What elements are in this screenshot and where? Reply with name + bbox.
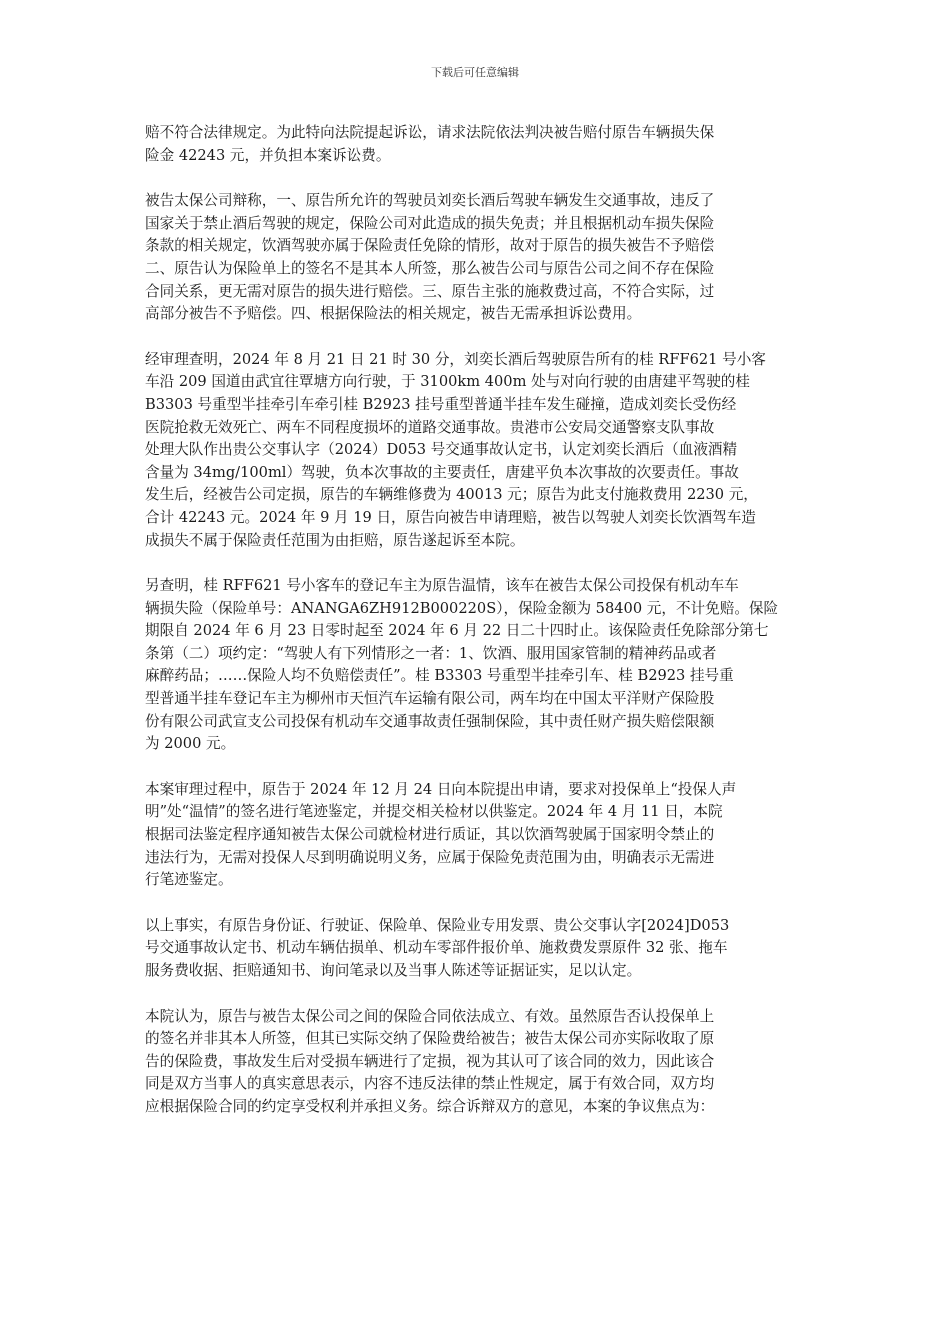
paragraph-trial-process: [145, 779, 805, 892]
paragraph-claim: [145, 122, 805, 167]
text-line: 本案审理过程中，原告于 2024 年 12 月 24 日向本院提出申请，要求对投保单上“投保人声: [145, 780, 737, 798]
text-line: 的签名并非其本人所签，但其已实际交纳了保险费给被告；被告太保公司亦实际收取了原: [145, 1030, 715, 1048]
text-line: 麻醉药品；……保险人均不负赔偿责任”。桂 B3303 号重型半挂牵引车、桂 B2923 挂号重: [145, 667, 734, 685]
text-line: 辆损失险（保险单号：ANANGA6ZH912B000220S），保险金额为 58400 元，不计免赔。保险: [145, 599, 779, 617]
text-line: 号交通事故认定书、机动车辆估损单、机动车零部件报价单、施救费发票原件 32 张、拖车: [145, 939, 728, 957]
text-line: 国家关于禁止酒后驾驶的规定，保险公司对此造成的损失免责；并且根据机动车损失保险: [145, 214, 715, 232]
text-line: 本院认为，原告与被告太保公司之间的保险合同依法成立、有效。虽然原告否认投保单上: [145, 1007, 715, 1025]
text-line: 被告太保公司辩称，一、原告所允许的驾驶员刘奕长酒后驾驶车辆发生交通事故，违反了: [145, 192, 715, 210]
text-line: 险金 42243 元，并负担本案诉讼费。: [145, 146, 391, 164]
text-line: 经审理查明，2024 年 8 月 21 日 21 时 30 分，刘奕长酒后驾驶原告所有的桂 RFF621 号小客: [145, 350, 766, 368]
text-line: 服务费收据、拒赔通知书、询问笔录以及当事人陈述等证据证实，足以认定。: [145, 962, 642, 979]
document-body: [145, 122, 805, 1142]
text-line: 条款的相关规定，饮酒驾驶亦属于保险责任免除的情形，故对于原告的损失被告不予赔偿: [145, 237, 715, 255]
paragraph-defense: [145, 190, 805, 326]
text-line: 医院抢救无效死亡、两车不同程度损坏的道路交通事故。贵港市公安局交通警察支队事故: [145, 418, 715, 436]
text-line: B3303 号重型半挂牵引车牵引桂 B2923 挂号重型普通半挂车发生碰撞，造成刘奕长受伤经: [145, 395, 737, 413]
text-line: 赔不符合法律规定。为此特向法院提起诉讼，请求法院依法判决被告赔付原告车辆损失保: [145, 124, 715, 141]
text-line: 发生后，经被告公司定损，原告的车辆维修费为 40013 元；原告为此支付施救费用 2230 元，: [145, 486, 758, 504]
text-line: 明”处“温情”的签名进行笔迹鉴定，并提交相关检材以供鉴定。2024 年 4 月 11 日，本院: [145, 803, 723, 821]
paragraph-additional-facts: [145, 575, 805, 756]
text-line: 份有限公司武宣支公司投保有机动车交通事故责任强制保险，其中责任财产损失赔偿限额: [145, 712, 715, 730]
text-line: 同是双方当事人的真实意思表示，内容不违反法律的禁止性规定，属于有效合同，双方均: [145, 1075, 715, 1093]
text-line: 以上事实，有原告身份证、行驶证、保险单、保险业专用发票、贵公交事认字[2024]D053: [145, 916, 730, 934]
text-line: 根据司法鉴定程序通知被告太保公司就检材进行质证，其以饮酒驾驶属于国家明令禁止的: [145, 826, 715, 844]
page-header: 下载后可任意编辑: [431, 66, 519, 79]
text-line: 另查明，桂 RFF621 号小客车的登记车主为原告温情，该车在被告太保公司投保有机动车车: [145, 577, 739, 595]
text-line: 应根据保险合同的约定享受权利并承担义务。综合诉辩双方的意见，本案的争议焦点为：: [145, 1097, 715, 1115]
text-line: 车沿 209 国道由武宜往覃塘方向行驶，于 3100km 400m 处与对向行驶的由唐建平驾驶的桂: [145, 373, 750, 391]
text-line: 成损失不属于保险责任范围为由拒赔，原告遂起诉至本院。: [145, 531, 525, 549]
text-line: 高部分被告不予赔偿。四、根据保险法的相关规定，被告无需承担诉讼费用。: [145, 305, 642, 323]
paragraph-facts: [145, 349, 805, 552]
paragraph-court-opinion: [145, 1006, 805, 1119]
text-line: 为 2000 元。: [145, 735, 236, 753]
paragraph-evidence: [145, 915, 805, 983]
text-line: 合同关系，更无需对原告的损失进行赔偿。三、原告主张的施救费过高，不符合实际，过: [145, 282, 715, 300]
text-line: 条第（二）项约定：“驾驶人有下列情形之一者：1、饮酒、服用国家管制的精神药品或者: [145, 644, 717, 662]
text-line: 期限自 2024 年 6 月 23 日零时起至 2024 年 6 月 22 日二十四时止。该保险责任免除部分第七: [145, 622, 769, 640]
text-line: 违法行为，无需对投保人尽到明确说明义务，应属于保险免责范围为由，明确表示无需进: [145, 848, 715, 866]
text-line: 行笔迹鉴定。: [145, 871, 233, 889]
text-line: 告的保险费，事故发生后对受损车辆进行了定损，视为其认可了该合同的效力，因此该合: [145, 1052, 715, 1070]
text-line: 含量为 34mg/100ml）驾驶，负本次事故的主要责任，唐建平负本次事故的次要责任。事故: [145, 463, 739, 481]
text-line: 二、原告认为保险单上的签名不是其本人所签，那么被告公司与原告公司之间不存在保险: [145, 259, 715, 277]
text-line: 合计 42243 元。2024 年 9 月 19 日，原告向被告申请理赔，被告以驾驶人刘奕长饮酒驾车造: [145, 508, 756, 526]
text-line: 处理大队作出贵公交事认字（2024）D053 号交通事故认定书，认定刘奕长酒后（血液酒精: [145, 441, 738, 459]
text-line: 型普通半挂车登记车主为柳州市天恒汽车运输有限公司，两车均在中国太平洋财产保险股: [145, 690, 715, 708]
